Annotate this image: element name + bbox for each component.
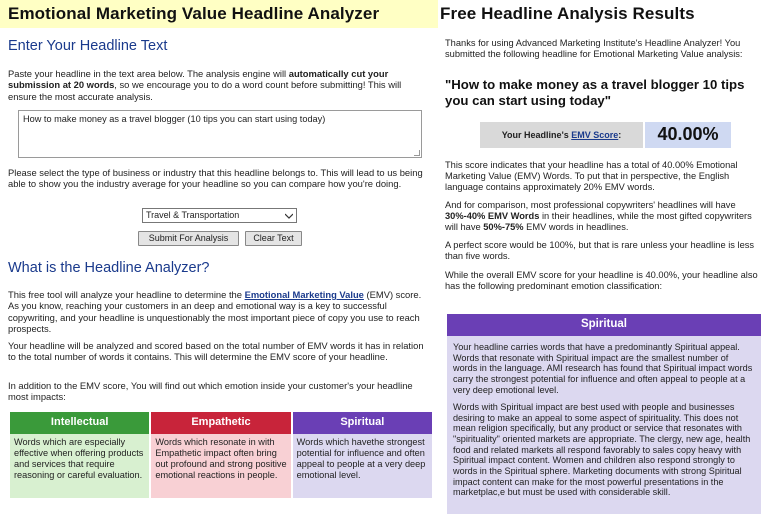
what-is-heading: What is the Headline Analyzer?: [8, 260, 210, 276]
score-indicates-text: This score indicates that your headline has a total of 40.00% Emotional Marketing Value (EMV) Words. To put that in perspective, the English language contains approximately 20% EMV words.: [445, 160, 738, 193]
analyzer-title: Emotional Marketing Value Headline Analyzer: [8, 3, 380, 23]
score-label-prefix: Your Headline's: [501, 129, 569, 140]
what-is-paragraph-3: In addition to the EMV score, You will find out which emotion inside your customer's your headline most impacts:: [8, 380, 413, 403]
emv-score-link[interactable]: EMV Score: [571, 129, 619, 140]
category-empathetic: [151, 412, 290, 498]
category-spiritual-title: Spiritual: [293, 412, 432, 434]
category-intellectual: [10, 412, 149, 498]
industry-select[interactable]: [142, 208, 297, 223]
headline-textarea[interactable]: [18, 110, 422, 158]
emotion-categories-table: [10, 412, 432, 498]
compare-a: And for comparison, most professional copywriters' headlines will have: [445, 200, 736, 210]
results-banner: [438, 0, 768, 28]
score-label-suffix: :: [618, 129, 622, 140]
intro-text-a: Paste your headline in the text area below. The analysis engine will: [8, 68, 289, 79]
perfect-score-text: A perfect score would be 100%, but that is rare unless your headline is less than five words.: [445, 240, 755, 262]
what-p1-a: This free tool will analyze your headline to determine the: [8, 289, 245, 300]
analyzer-banner: [0, 0, 438, 28]
comparison-text: [445, 200, 763, 233]
intro-text-bold: automatically cut your submission at 20 words: [8, 68, 389, 91]
compare-e: EMV words in headlines.: [523, 222, 629, 233]
compare-b: 30%-40% EMV Words: [445, 211, 540, 222]
compare-c: in their headlines, while the most gifted copywriters will have: [445, 211, 752, 233]
what-is-paragraph-1: [8, 289, 432, 334]
what-p1-b: (EMV) score. As you know, reaching your customers in an deep and emotional way is a key to successful copywriting, and your headline is unquestionably the most important piece of copy you use to reach prospects.: [8, 289, 422, 334]
industry-text: Please select the type of business or industry that this headline belongs to. This will lead to us being able to show you the industry average for your headline so you can compare how you're doing.: [8, 167, 423, 190]
result-classification-box: [447, 314, 761, 514]
emv-score-value: 40.00%: [645, 122, 731, 148]
category-spiritual-text: Words which havethe strongest potential for influence and often appeal to people at a very deep emotional level.: [293, 434, 432, 498]
emv-score-label: [480, 122, 643, 148]
thanks-text: Thanks for using Advanced Marketing Institute's Headline Analyzer! You submitted the following headline for Emotional Marketing Value analysis:: [445, 38, 743, 60]
results-title: Free Headline Analysis Results: [440, 3, 695, 23]
intro-text-c: , so we encourage you to do a word count before submitting! This will ensure the most accurate analysis.: [8, 79, 402, 102]
clear-text-button[interactable]: Clear Text: [245, 231, 302, 246]
resize-handle-icon[interactable]: [414, 150, 420, 156]
intro-text: [8, 68, 432, 102]
result-classification-title: Spiritual: [447, 314, 761, 336]
category-empathetic-title: Empathetic: [151, 412, 290, 434]
overall-score-text: While the overall EMV score for your headline is 40.00%, your headline also has the following predominant emotion classification:: [445, 270, 758, 292]
chevron-down-icon: [285, 213, 293, 219]
compare-d: 50%-75%: [483, 222, 524, 233]
emv-score-row: [480, 122, 731, 148]
industry-select-value: Travel & Transportation: [146, 210, 240, 221]
category-empathetic-text: Words which resonate in with Empathetic impact often bring out profound and strong positive emotional reactions in people.: [151, 434, 290, 498]
category-intellectual-text: Words which are especially effective when offering products and services that require reasoning or careful evaluation.: [10, 434, 149, 498]
emv-link[interactable]: Emotional Marketing Value: [244, 289, 364, 300]
headline-textarea-value: How to make money as a travel blogger (10 tips you can start using today): [23, 114, 326, 124]
category-intellectual-title: Intellectual: [10, 412, 149, 434]
result-paragraph-2: Words with Spiritual impact are best used with people and businesses desiring to make an appeal to some aspect of spirituality. This does not mean religion specifically, but any product or service that resonates with "spirituality" oriented markets are appropriate. The clergy, new age, health food and related markets all respond favorably to sales copy heavy with Spiritual impact content. Women and children also respond strongly to words in the Spiritual sphere. Marketing documents with strong Spiritual impact content can make for the most powerful presentations in the marketplac,e but must be used with considerable skill.: [453, 402, 751, 498]
what-is-paragraph-2: Your headline will be analyzed and scored based on the total number of EMV words it has in relation to the total number of words it contains. This will determine the EMV score of your headline.: [8, 340, 424, 363]
enter-headline-heading: Enter Your Headline Text: [8, 38, 168, 54]
result-classification-body: [447, 336, 761, 498]
category-spiritual: [293, 412, 432, 498]
result-paragraph-1: Your headline carries words that have a predominantly Spiritual appeal. Words that resonate with Spiritual impact are the smallest number of words in the language. AMI research has found that Spiritual impact words carry the strongest potential for influence and often appeal to people at a very deep emotional level.: [453, 342, 753, 395]
submitted-headline: "How to make money as a travel blogger 10 tips you can start using today": [445, 77, 745, 109]
submit-analysis-button[interactable]: Submit For Analysis: [138, 231, 239, 246]
results-panel: [438, 0, 768, 526]
